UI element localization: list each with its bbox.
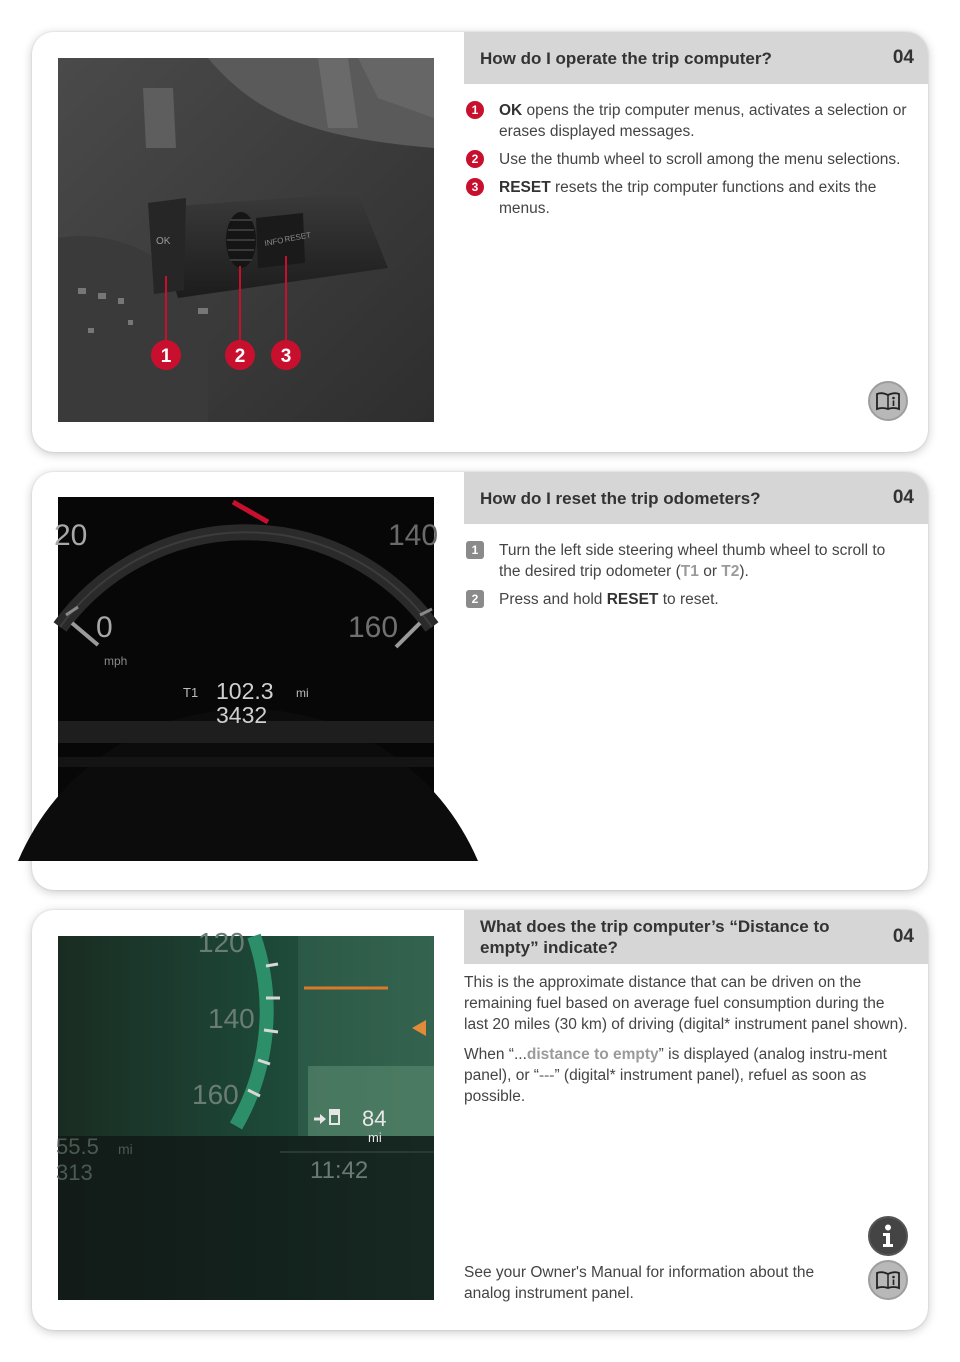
step-number-badge: 2 — [466, 150, 484, 168]
trip-unit: mi — [296, 686, 309, 700]
reset-button-label: RESET — [283, 230, 312, 244]
scale-label-20: 20 — [54, 519, 88, 552]
scale-label-140: 140 — [388, 519, 439, 552]
chapter-number: 04 — [892, 47, 914, 68]
distance-to-empty-highlight: distance to empty — [526, 1046, 659, 1063]
section-title: How do I operate the trip computer? — [480, 48, 772, 68]
trip-t2-label: T2 — [721, 563, 740, 580]
chapter-number: 04 — [892, 487, 914, 508]
odometer-value: 3432 — [216, 702, 268, 728]
section-header — [464, 472, 928, 524]
speedometer-photo — [54, 497, 439, 861]
dashes-highlight: --- — [538, 1067, 555, 1084]
trip-value: 102.3 — [216, 678, 274, 704]
trip-value: 55.5 — [56, 1134, 99, 1159]
step-text-end: to reset. — [658, 591, 719, 608]
callout-1: 1 — [160, 346, 172, 367]
steps-list — [464, 540, 908, 617]
step-2 — [464, 149, 908, 170]
ok-keyword: OK — [499, 102, 523, 119]
book-info-icon[interactable] — [868, 1260, 908, 1300]
section-title: How do I reset the trip odometers? — [480, 488, 761, 508]
step-text: opens the trip computer menus, activates a selection or erases displayed messages. — [499, 102, 907, 140]
info-icon[interactable] — [868, 1216, 908, 1256]
trip-odometer-reset-card — [32, 472, 928, 890]
trip-t1-label: T1 — [680, 563, 699, 580]
step-1 — [464, 540, 908, 582]
scale-label-120: 120 — [198, 927, 245, 958]
step-text: Use the thumb wheel to scroll among the menu selections. — [499, 151, 901, 168]
steps-list — [464, 100, 908, 226]
step-1 — [464, 100, 908, 142]
dte-unit: mi — [368, 1130, 382, 1145]
body-text — [464, 972, 908, 1116]
odometer-value: 313 — [56, 1160, 93, 1185]
text-part: ” (digital* instrument panel), refuel as soon as possible. — [464, 1067, 867, 1105]
text-part: ” is displayed (analog instru-ment panel), or “ — [464, 1046, 887, 1084]
section-header — [464, 910, 928, 964]
scale-label-140: 140 — [208, 1003, 255, 1034]
step-text: Turn the left side steering wheel thumb wheel to scroll to the desired trip odometer ( — [499, 542, 886, 580]
section-header — [464, 32, 928, 84]
scale-label-160: 160 — [348, 611, 399, 644]
distance-to-empty-card — [32, 910, 928, 1330]
chapter-number: 04 — [892, 926, 914, 947]
speed-unit: mph — [104, 654, 128, 668]
step-text: Press and hold — [499, 591, 607, 608]
trip-unit: mi — [118, 1141, 133, 1157]
step-number-badge: 1 — [466, 101, 484, 119]
book-info-icon[interactable] — [868, 381, 908, 421]
info-button-label: INFO — [263, 235, 285, 248]
step-number-badge: 1 — [466, 541, 484, 559]
scale-label-160: 160 — [192, 1079, 239, 1110]
text-part: When “... — [464, 1046, 527, 1063]
dte-value: 84 — [362, 1106, 387, 1131]
trip-computer-operation-card — [32, 32, 928, 452]
reset-keyword: RESET — [499, 179, 551, 196]
paragraph-2 — [464, 1044, 908, 1107]
digital-instrument-photo — [56, 927, 434, 1300]
step-number-badge: 2 — [466, 590, 484, 608]
ok-button-label: OK — [156, 236, 171, 247]
step-2 — [464, 589, 908, 610]
callout-3: 3 — [280, 346, 292, 367]
step-3 — [464, 177, 908, 219]
step-text-or: or — [698, 563, 722, 580]
paragraph-1: This is the approximate distance that can be driven on the remaining fuel based on average fuel consumption during the last 20 miles (30 km) of driving (digital* instrument panel shown). — [464, 974, 908, 1033]
step-text-end: ). — [739, 563, 749, 580]
step-text: resets the trip computer functions and exits the menus. — [499, 179, 877, 217]
callout-2: 2 — [234, 346, 246, 367]
section-title: What does the trip computer’s “Distance to empty” indicate? — [480, 917, 830, 957]
footer-note: See your Owner's Manual for information about the analog instrument panel. — [464, 1264, 815, 1302]
scale-label-0: 0 — [96, 611, 113, 644]
clock: 11:42 — [310, 1157, 369, 1184]
reset-keyword: RESET — [606, 591, 659, 608]
step-number-badge: 3 — [466, 178, 484, 196]
trip-label: T1 — [183, 685, 199, 700]
steering-stalk-photo — [58, 58, 434, 422]
